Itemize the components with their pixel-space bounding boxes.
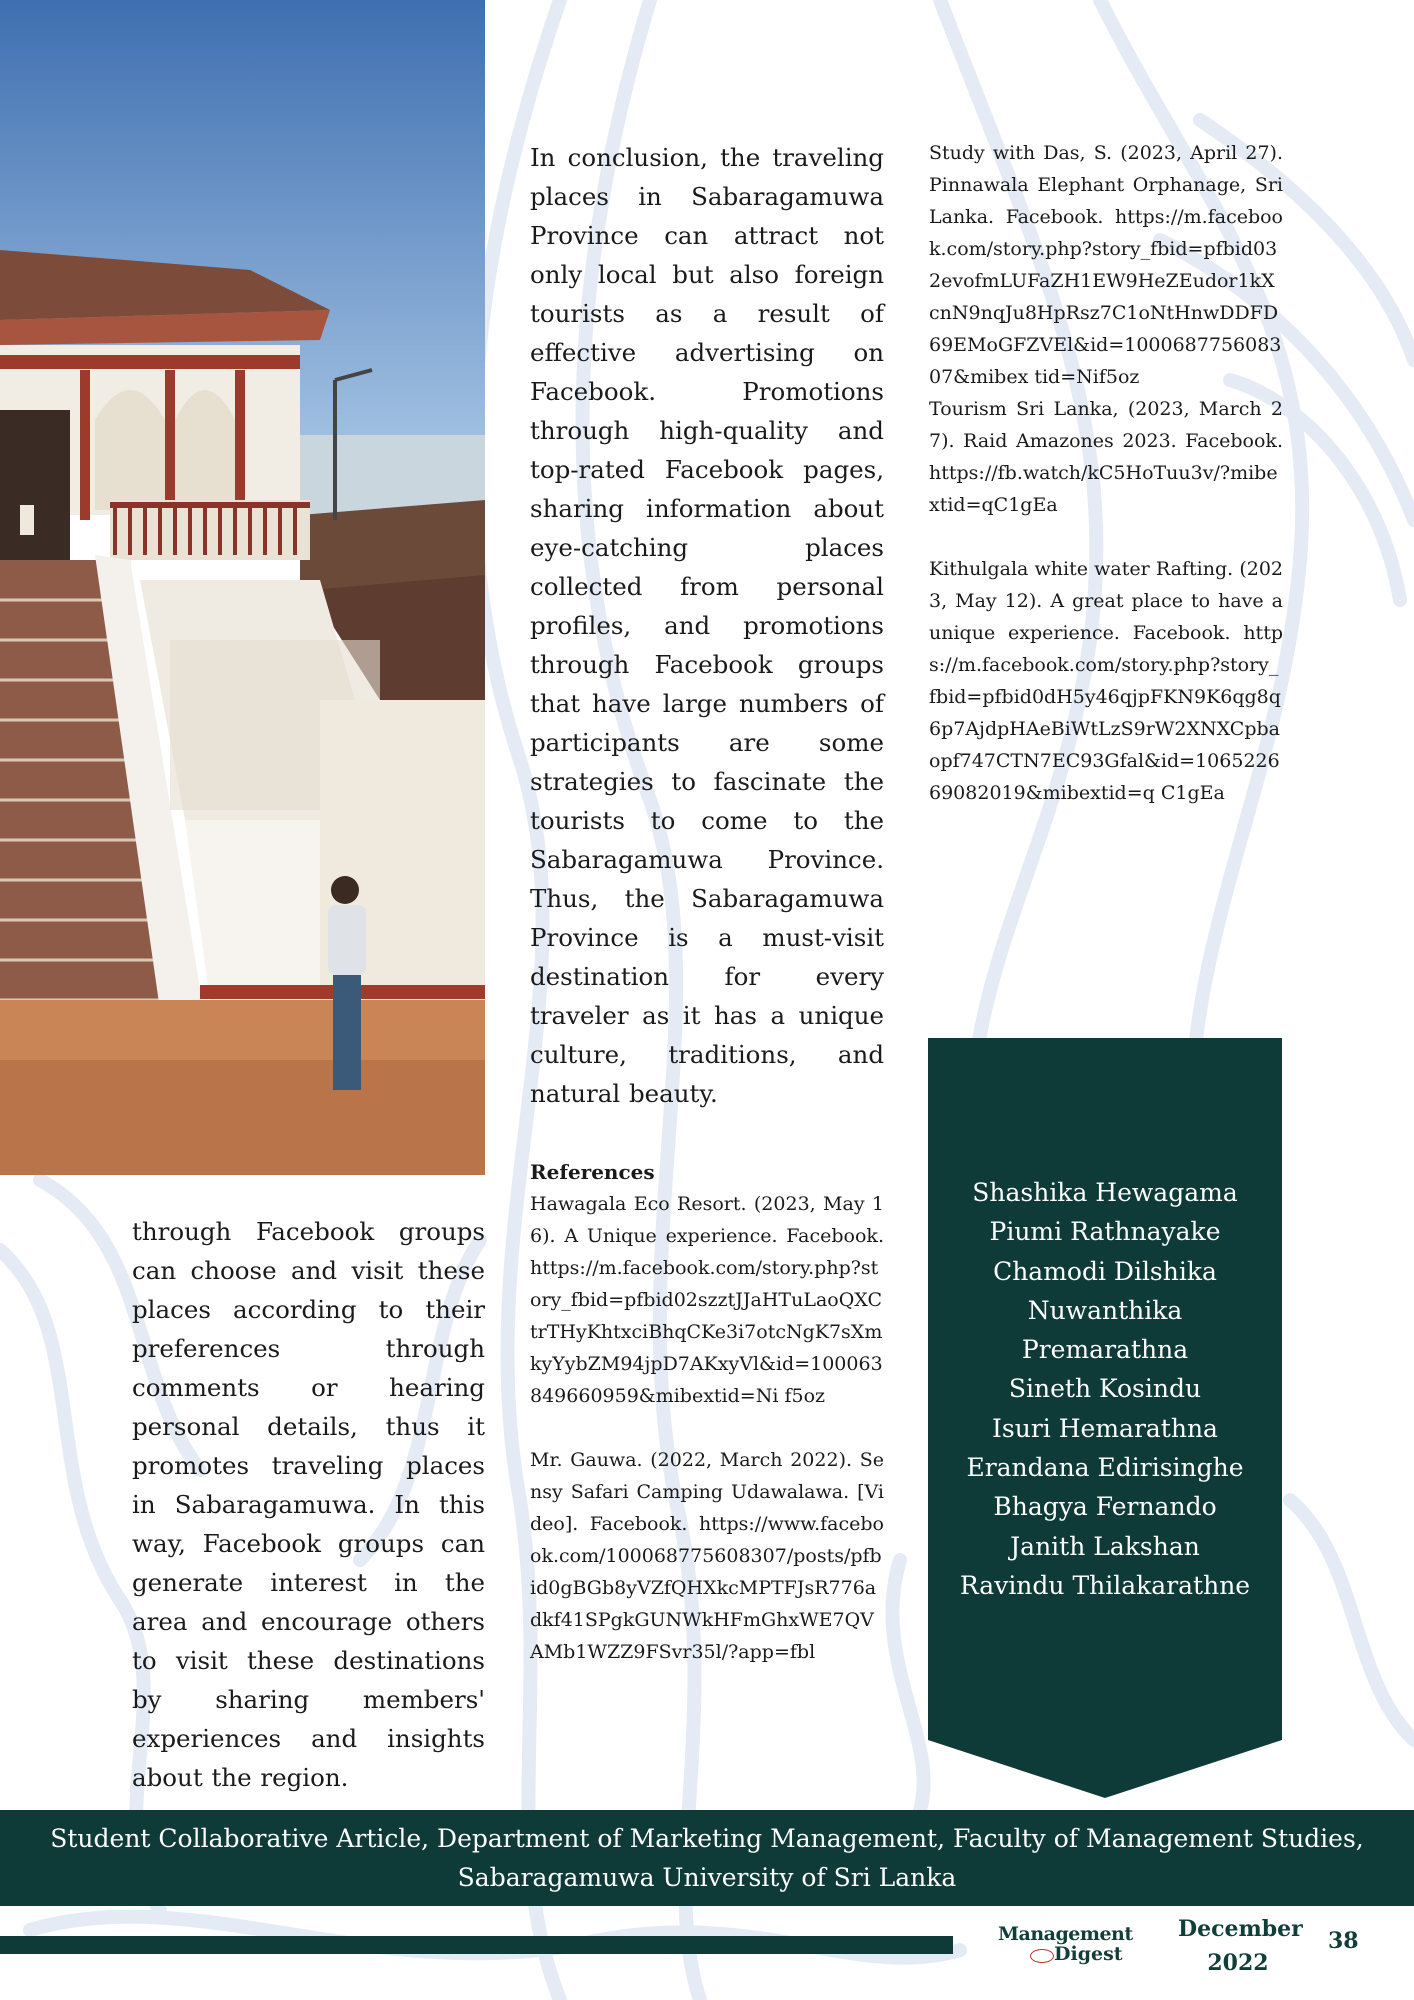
issue-date — [1178, 1912, 1303, 1980]
footer-credit-band — [0, 1810, 1414, 1906]
author-name: Erandana Edirisinghe — [966, 1453, 1244, 1483]
references-section — [530, 1156, 884, 1668]
authors-list — [928, 1173, 1282, 1605]
temple-stairs-photo — [0, 0, 485, 1175]
footer-line-1: Student Collaborative Article, Department of Marketing Management, Faculty of Management Studies, — [50, 1824, 1364, 1853]
issue-month: December — [1178, 1916, 1303, 1942]
article-conclusion-text: In conclusion, the traveling places in Sabaragamuwa Province can attract not only local but also foreign tourists as a result of effective advertising on Facebook. Promotions through high-quality and top-rated Facebook pages, sharing information about eye-catching places collected from personal profiles, and promotions through Facebook groups that have large numbers of participants are some strategies to fascinate the tourists to come to the Sabaragamuwa Province. Thus, the Sabaragamuwa Province is a must-visit destination for every traveler as it has a unique culture, traditions, and natural beauty. — [530, 143, 884, 1108]
authors-banner — [928, 1038, 1282, 1798]
author-name: Shashika Hewagama — [972, 1178, 1238, 1207]
footer-line-2: Sabaragamuwa University of Sri Lanka — [457, 1863, 957, 1892]
author-name: Ravindu Thilakarathne — [959, 1570, 1251, 1600]
author-name: Premarathna — [1021, 1335, 1189, 1365]
reference-item: Mr. Gauwa. (2022, March 2022). Sensy Safari Camping Udawalawa. [Video]. Facebook. https://www.facebook.com/100068775608307/posts/pfbid0gBGb8yVZfQHXkcMPTFJsR776adkf41SPgkGUNWkHFmGhxWE7QVAMb1WZZ9FSvr35l/?app=fbl — [530, 1449, 884, 1663]
issue-year: 2022 — [1207, 1950, 1269, 1976]
reference-item: Hawagala Eco Resort. (2023, May 16). A Unique experience. Facebook. https://m.facebook.com/story.php?story_fbid=pfbid02szztJJaHTuLaoQXCtrTHyKhtxciBhqCKe3i7otcNgK7sXmkyYybZM94jpD7AKxyVl&id=100063849660959&mibextid=Ni f5oz — [530, 1193, 884, 1407]
reference-item: Kithulgala white water Rafting. (2023, May 12). A great place to have a unique experience. Facebook. https://m.facebook.com/story.php?story_fbid=pfbid0dH5y46qjpFKN9K6qg8q6p7AjdpHAeBiWtLzS9rW2XNXCpbaopf747CTN7EC93Gfal&id=106522669082019&mibextid=q C1gEa — [929, 558, 1283, 804]
author-name: Isuri Hemarathna — [992, 1413, 1218, 1443]
author-name: Janith Lakshan — [1010, 1531, 1200, 1561]
reference-item: Tourism Sri Lanka, (2023, March 27). Raid Amazones 2023. Facebook. https://fb.watch/kC5HoTuu3v/?mibextid=qC1gEa — [929, 398, 1283, 516]
reference-item: Study with Das, S. (2023, April 27). Pinnawala Elephant Orphanage, SriLanka. Facebook. https://m.facebook.com/story.php?story_fbid=pfbid032evofmLUFaZH1EW9HeZEudor1kXcnN9nqJu8HpRsz7C1oNtHnwDDFD69EMoGFZVEl&id=100068775608307&mibex tid=Nif5oz — [929, 142, 1283, 388]
author-name: Piumi Rathnayake — [989, 1217, 1221, 1247]
author-name: Sineth Kosindu — [1008, 1374, 1202, 1404]
logo-emblem-icon — [1030, 1949, 1054, 1963]
author-name: Nuwanthika — [1027, 1295, 1183, 1325]
bottom-decorative-bar — [0, 1936, 953, 1954]
management-digest-logo — [994, 1923, 1133, 1969]
logo-text-digest: Digest — [1054, 1943, 1123, 1965]
logo-text-management: Management — [998, 1923, 1133, 1945]
author-name: Chamodi Dilshika — [993, 1256, 1217, 1286]
author-name: Bhagya Fernando — [993, 1492, 1217, 1522]
references-continued — [929, 137, 1283, 809]
article-text-continued: through Facebook groups can choose and visit these places according to their preferences through comments or hearing personal details, thus it promotes traveling places in Sabaragamuwa. In this way, Facebook groups can generate interest in the area and encourage others to visit these destinations by sharing members' experiences and insights about the region. — [132, 1217, 485, 1792]
page-number: 38 — [1328, 1928, 1359, 1954]
references-heading: References — [530, 1160, 655, 1184]
